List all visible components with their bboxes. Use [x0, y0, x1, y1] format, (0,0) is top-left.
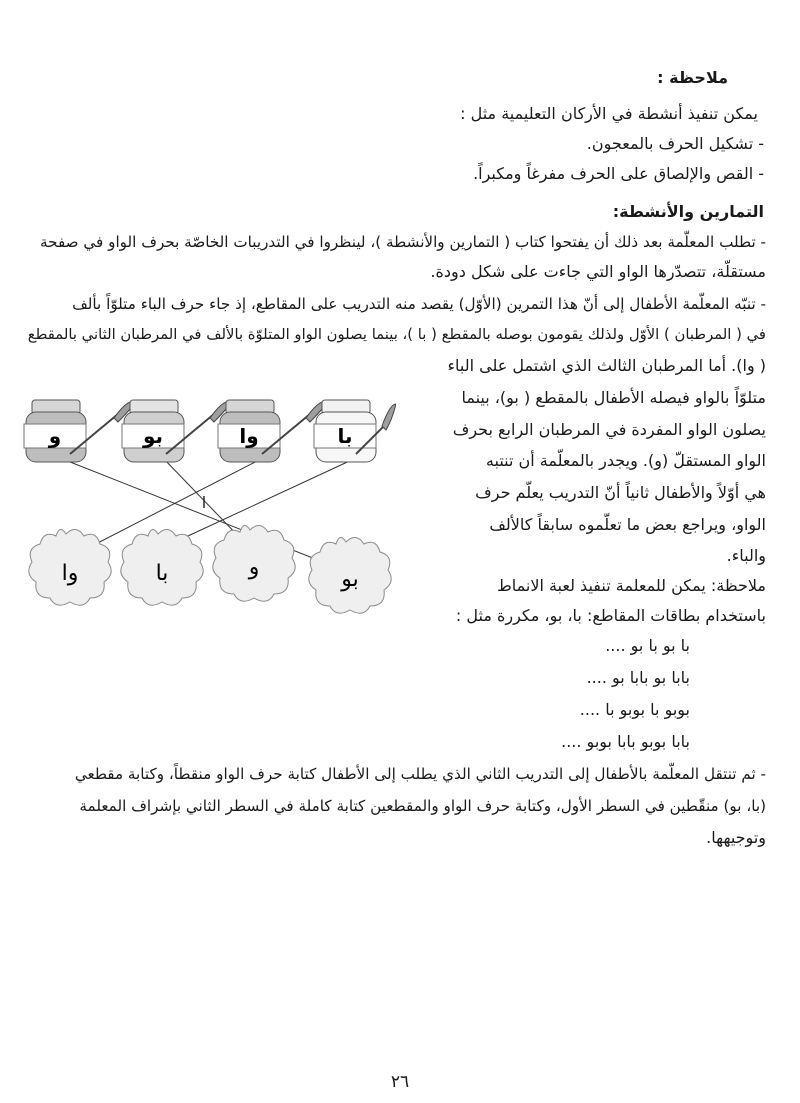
- paragraph-3-line-2: (با، بو) منقّطين في السطر الأول، وكتابة حرف الواو والمقطعين كتابة كاملة في السطر الثاني بإشراف المعلمة: [79, 797, 766, 815]
- jar-3: [218, 400, 328, 462]
- flower-card-1: [29, 529, 111, 605]
- paragraph-2-line-2: في ( المرطبان ) الأوّل ولذلك يقومون بوصله بالمقطع ( با )، بينما يصلون الواو المتلوّة بالألف في المرطبان الثاني بالمقطع: [27, 326, 766, 343]
- pattern-4: بابا بوبو بابا بوبو ....: [561, 732, 690, 751]
- pattern-3: بوبو با بوبو با ....: [579, 700, 690, 719]
- matching-exercise-illustration: [18, 392, 396, 630]
- flower-4-label: بو: [341, 567, 359, 592]
- page-number: ٢٦: [390, 1072, 410, 1092]
- paragraph-2-line-6: الواو المستقلّ (و). ويجدر بالمعلّمة أن تنتبه: [485, 451, 766, 470]
- jar-2: [122, 400, 232, 462]
- jar-3-label: وا: [239, 424, 259, 448]
- brush-icon: [382, 404, 396, 430]
- note2-line-2: باستخدام بطاقات المقاطع: با، بو، مكررة مثل :: [455, 606, 766, 625]
- jar-4-label: با: [337, 424, 353, 448]
- note-intro: يمكن تنفيذ أنشطة في الأركان التعليمية مثل :: [460, 104, 758, 123]
- paragraph-3-line-3: وتوجيهها.: [706, 828, 766, 847]
- paragraph-1-line-2: مستقلّة، تتصدّرها الواو التي جاءت على شكل دودة.: [430, 262, 766, 281]
- note-item-2: - القص والإلصاق على الحرف مفرغاً ومكبراً.: [473, 164, 764, 183]
- flower-2-label: با: [155, 561, 169, 586]
- paragraph-3-line-1: - ثم تنتقل المعلّمة بالأطفال إلى التدريب الثاني الذي يطلب إلى الأطفال كتابة حرف الواو منقطاً، وكتابة مقطعي: [74, 765, 766, 783]
- note2-line-1: ملاحظة: يمكن للمعلمة تنفيذ لعبة الانماط: [496, 576, 766, 595]
- exercises-heading: التمارين والأنشطة:: [612, 202, 764, 221]
- flower-card-4: [309, 537, 391, 613]
- paragraph-2-line-5: يصلون الواو المفردة في المرطبان الرابع بحرف: [452, 420, 766, 439]
- paragraph-2-line-1: - تنبّه المعلّمة الأطفال إلى أنّ هذا التمرين (الأوّل) يقصد منه التدريب على المقاطع، إذ جاء حرف الباء متلوّاً بألف: [72, 295, 766, 313]
- paragraph-2-line-7: هي أوّلاً والأطفال ثانياً أنّ التدريب يعلّم حرف: [475, 483, 766, 502]
- paragraph-2-line-4: متلوّاً بالواو فيصله الأطفال بالمقطع ( بو)، بينما: [461, 388, 766, 407]
- note-item-1: - تشكيل الحرف بالمعجون.: [586, 134, 764, 153]
- alif-mark: ا: [201, 493, 207, 512]
- flower-card-3: [213, 525, 295, 601]
- pattern-2: بابا بو بابا بو ....: [586, 668, 690, 687]
- jar-2-label: بو: [142, 424, 164, 448]
- flower-3-label: و: [248, 555, 260, 580]
- jar-4: [314, 400, 396, 462]
- note-heading: ملاحظة :: [657, 68, 728, 87]
- jar-1: [24, 400, 136, 462]
- pattern-1: با بو با بو ....: [605, 636, 690, 655]
- paragraph-2-line-8: الواو، ويراجع بعض ما تعلّموه سابقاً كالألف: [489, 515, 766, 534]
- paragraph-1-line-1: - تطلب المعلّمة بعد ذلك أن يفتحوا كتاب ( التمارين والأنشطة )، لينظروا في التدريبات الخاصّة بحرف الواو في صفحة: [40, 233, 766, 251]
- flower-card-2: [121, 529, 203, 605]
- flower-1-label: وا: [61, 561, 79, 586]
- paragraph-2-line-9: والباء.: [726, 546, 766, 565]
- jar-1-label: و: [48, 424, 62, 448]
- paragraph-2-line-3: ( وا). أما المرطبان الثالث الذي اشتمل على الباء: [447, 356, 766, 375]
